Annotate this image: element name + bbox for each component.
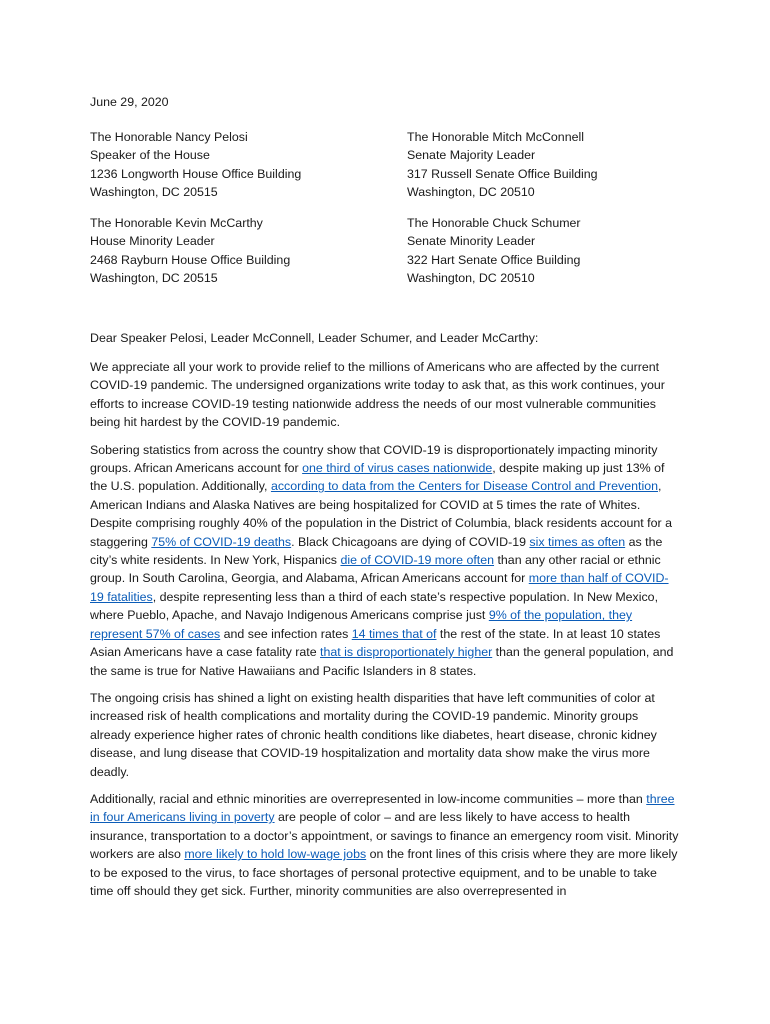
recipient-city: Washington, DC 20510 [407,271,535,286]
recipient-name: The Honorable Mitch McConnell [407,130,584,144]
letter-body [90,358,682,909]
text: on the front lines of this crisis where they are more likely to be exposed to the virus, to face shortages of personal protective equipment, and to be unable to take time off should they get sick. Further, minority communities are also overrepresented in [90,847,678,898]
link-asian-fatality[interactable]: that is disproportionately higher [320,645,493,660]
link-virus-cases[interactable]: one third of virus cases nationwide [302,461,493,476]
recipient-city: Washington, DC 20515 [90,271,218,286]
letter-date: June 29, 2020 [90,95,169,109]
text: Additionally, racial and ethnic minorities are overrepresented in low-income communities – more than [90,791,647,806]
recipient-city: Washington, DC 20515 [90,185,218,200]
recipient-mcconnell [407,128,707,202]
paragraph-disparities: The ongoing crisis has shined a light on existing health disparities that have left communities of color at increased risk of health complications and mortality during the COVID-19 pandemic. Minority groups already experience higher rates of chronic health conditions like diabetes, heart disease, chronic kidney disease, and lung disease that COVID-19 hospitalization and mortality data show make the virus more deadly. [90,690,657,779]
link-southern-fatalities[interactable]: more than half of COVID-19 fatalities [90,571,669,604]
text: , American Indians and Alaska Natives are being hospitalized for COVID at 5 times the rate of Whites. Despite comprising roughly 40% of the population in the District of Columbia, black residents account for a staggering [90,479,672,549]
recipient-office: 322 Hart Senate Office Building [407,252,581,267]
text: , despite making up just 13% of the U.S. population. Additionally, [90,461,665,494]
link-nm-population[interactable]: 9% of the population, they represent 57% of cases [90,608,633,641]
salutation: Dear Speaker Pelosi, Leader McConnell, Leader Schumer, and Leader McCarthy: [90,331,539,345]
link-dc-deaths[interactable]: 75% of COVID-19 deaths [151,534,292,549]
recipient-city: Washington, DC 20510 [407,185,535,200]
link-infection-rates[interactable]: 14 times that of [351,626,437,641]
recipient-title: Speaker of the House [90,148,210,163]
recipient-office: 1236 Longworth House Office Building [90,166,302,181]
text: Sobering statistics from across the country show that COVID-19 is disproportionately impacting minority groups. African Americans account for [90,442,658,476]
recipient-title: Senate Minority Leader [407,234,536,249]
text: the rest of the state. In at least 10 states Asian Americans have a case fatality rate [90,626,661,660]
paragraph-statistics [90,441,682,680]
text: than any other racial or ethnic group. In South Carolina, Georgia, and Alabama, African Americans account for [90,553,661,586]
recipient-name: The Honorable Kevin McCarthy [90,216,263,230]
link-poverty[interactable]: three in four Americans living in poverty [90,791,675,825]
text: as the city’s white residents. In New York, Hispanics [90,534,663,568]
link-ny-hispanics[interactable]: die of COVID-19 more often [340,553,495,568]
recipient-office: 2468 Rayburn House Office Building [90,252,291,267]
recipient-schumer [407,214,707,288]
text: are people of color – and are less likely to have access to health insurance, transportation to a doctor’s appointment, or savings to finance an emergency room visit. Minority workers are also [90,810,679,862]
text: , despite representing less than a third of each state’s respective population. In New Mexico, where Pueblo, Apache, and Navajo Indigenous Americans comprise just [90,589,659,623]
recipient-mccarthy [90,214,390,288]
text: . Black Chicagoans are dying of COVID-19 [291,534,530,549]
paragraph-intro: We appreciate all your work to provide relief to the millions of Americans who are affected by the current COVID-19 pandemic. The undersigned organizations write today to ask that, as this work continues, your efforts to increase COVID-19 testing nationwide address the needs of our most vulnerable communities being hit hardest by the COVID-19 pandemic. [90,360,665,430]
recipient-title: Senate Majority Leader [407,148,536,163]
link-low-wage-jobs[interactable]: more likely to hold low-wage jobs [184,847,367,862]
recipient-office: 317 Russell Senate Office Building [407,166,598,181]
link-cdc-data[interactable]: according to data from the Centers for Disease Control and Prevention [270,479,659,494]
recipient-title: House Minority Leader [90,234,215,249]
text: and see infection rates [220,626,352,641]
text: than the general population, and the same is true for Native Hawaiians and Pacific Islanders in 8 states. [90,645,674,678]
link-chicago-deaths[interactable]: six times as often [529,534,626,549]
recipient-name: The Honorable Chuck Schumer [407,216,581,230]
recipient-name: The Honorable Nancy Pelosi [90,130,248,144]
recipient-pelosi [90,128,390,202]
paragraph-low-income [90,790,682,900]
